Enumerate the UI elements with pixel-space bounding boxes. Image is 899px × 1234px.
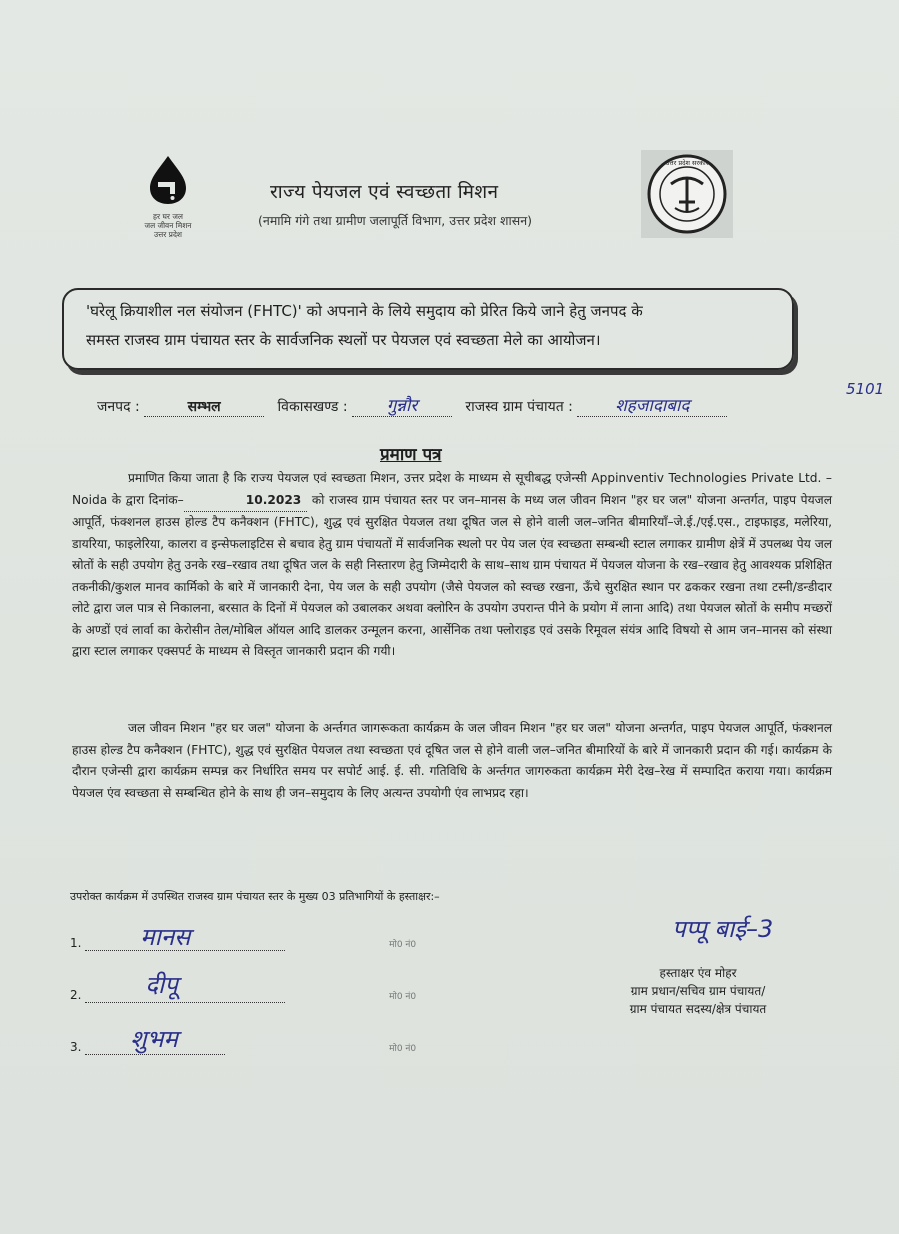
page-subtitle: (नमामि गंगे तथा ग्रामीण जलापूर्ति विभाग, उत्तर प्रदेश शासन) [258, 213, 533, 228]
certificate-body-1 [72, 468, 832, 663]
vikaskhand-value: गुन्नौर [352, 393, 452, 417]
water-drop-tap-icon [128, 152, 208, 208]
certificate-body-2 [72, 718, 832, 804]
emblem-text: उत्तर प्रदेश सरकार [665, 159, 709, 167]
event-banner [62, 288, 794, 370]
page-title: राज्य पेयजल एवं स्वच्छता मिशन [270, 181, 499, 203]
phone-label: मो0 नं0 [389, 1044, 417, 1054]
janpad-value: सम्भल [144, 397, 264, 417]
gram-panchayat-label: राजस्व ग्राम पंचायत : [465, 399, 573, 415]
handwritten-note: 5101 [846, 380, 885, 398]
signature-block [593, 964, 803, 1018]
participant-signature: दीपू [145, 971, 178, 999]
participant-number: 2 [70, 988, 78, 1002]
banner-line-2: समस्त राजस्व ग्राम पंचायत स्तर के सार्वजनिक स्थलों पर पेयजल एवं स्वच्छता मेले का आयोजन। [86, 331, 601, 349]
signature-label: हस्ताक्षर एंव मोहर [659, 966, 737, 980]
participant-signature: मानस [140, 923, 191, 951]
participant-number: 1 [70, 936, 78, 950]
participant-row: 2. दीपू मो0 नं0 [70, 988, 416, 1003]
signatory-role-2: ग्राम पंचायत सदस्य/क्षेत्र पंचायत [629, 1002, 767, 1016]
signatory-role-1: ग्राम प्रधान/सचिव ग्राम पंचायत/ [630, 984, 766, 998]
pradhan-signature: पप्पू बाई–3 [672, 915, 774, 943]
phone-label: मो0 नं0 [389, 940, 417, 950]
har-ghar-jal-logo [128, 152, 208, 242]
participant-row: 1. मानस मो0 नं0 [70, 936, 416, 951]
participant-row: 3. शुभम मो0 नं0 [70, 1040, 416, 1055]
event-date: 10.2023 [184, 490, 308, 513]
participant-number: 3 [70, 1040, 78, 1054]
para2: जल जीवन मिशन "हर घर जल" योजना के अर्न्तगत जागरूकता कार्यक्रम के जल जीवन मिशन "हर घर जल" योजना अन्तर्गत, पाइप पेयजल आपूर्ति, फंक्शनल हाउस होल्ड टैप कनैक्शन (FHTC), शुद्ध एवं सुरक्षित पेयजल तथा स्वच्छता एवं दूषित जल से होने वाली जल–जनित बीमारियों के बारे में जानकारी प्रदान की गई। कार्यक्रम के दौरान एजेन्सी द्वारा कार्यक्रम सम्पन्न कर निर्धारित समय पर सपोर्ट आई. ई. सी. गतिविधि के अर्न्तगत जागरुकता कार्यक्रम मेरी देख–रेख में सम्पादित कराया गया। कार्यक्रम पेयजल एंव स्वच्छता से सम्बन्धित होने के साथ ही जन–समुदाय के लिए अत्यन्त उपयोगी एंव लाभप्रद रहा। [72, 721, 832, 800]
gram-panchayat-value: शहजादाबाद [577, 393, 727, 417]
location-fields [97, 393, 877, 417]
vikaskhand-label: विकासखण्ड : [277, 399, 348, 415]
participants-intro: उपरोक्त कार्यक्रम में उपस्थित राजस्व ग्राम पंचायत स्तर के मुख्य 03 प्रतिभागियों के हस्ताक्षर:– [70, 890, 440, 903]
logo-caption: हर घर जल जल जीवन मिशन उत्तर प्रदेश [144, 212, 192, 239]
banner-line-1: 'घरेलू क्रियाशील नल संयोजन (FHTC)' को अपनाने के लिये समुदाय को प्रेरित किये जाने हेतु जनपद के [86, 302, 643, 320]
para1-after: को राजस्व ग्राम पंचायत स्तर पर जन–मानस के मध्य जल जीवन मिशन "हर घर जल" योजना अन्तर्गत, पाइप पेयजल आपूर्ति, फंक्शनल हाउस होल्ड टैप कनैक्शन (FHTC), शुद्ध एवं सुरक्षित पेयजल तथा दूषित जल से होने वाली जल–जनित बीमारियाँ–जे.ई./एई.एस., टाइफाइड, मलेरिया, डायरिया, फाइलेरिया, कालरा व इन्सेफलाइटिस से बचाव हेतु ग्राम पंचायतों में सार्वजनिक स्थलो पर पेय जल एंव स्वच्छता सम्बन्धी स्टाल लगाकर ग्रामीण क्षेत्रें में उपलब्ध पेय जल स्रोतों के सही उपयोग हेतु उनके रख–रखाव तथा दूषित जल के सही निस्तारण हेतु जिम्मेदारी के साथ–साथ ग्राम पंचायत में पेयजल योजना के रख–रखाव हेतु आवश्यक प्रशिक्षित तकनीकी/कुशल मानव कार्मिको के बारे में जानकारी देना, पेय जल के सही उपयोग (जैसे पेयजल को स्वच्छ रखना, ऊँचे सुरक्षित स्थान पर ढककर रखना तथा टस्नी/डन्डीदार लोटे द्वारा जल पात्र से निकालना, बरसात के दिनों में पेयजल को उबालकर अथवा क्लोरिन के उपयोग उपरान्त पीने के प्रयोग में लाना आदि) तथा पेयजल स्रोतों के समीप मच्छरों के अण्डों एवं लार्वा का केरोसीन तेल/मोबिल ऑयल आदि डालकर उन्मूलन करना, आर्सेनिक तथा फ्लोराइड एवं उसके रिमूवल संयंत्र आदि विषयो से आम जन–मानस को संस्था द्वारा स्टाल लगाकर एक्सपर्ट के माध्यम से विस्तृत जानकारी प्रदान की गयी। [72, 492, 832, 658]
janpad-label: जनपद : [97, 399, 140, 415]
up-government-emblem [641, 150, 733, 238]
para1-before: प्रमाणित किया जाता है कि राज्य पेयजल एवं स्वच्छता मिशन, उत्तर प्रदेश के माध्यम से सूचीबद्ध एजेन्सी Appinventiv Technologies Private Ltd. – Noida के द्वारा दिनांक– [72, 471, 832, 507]
phone-label: मो0 नं0 [389, 992, 417, 1002]
participant-signature: शुभम [130, 1025, 178, 1053]
certificate-heading: प्रमाण पत्र [380, 445, 442, 465]
